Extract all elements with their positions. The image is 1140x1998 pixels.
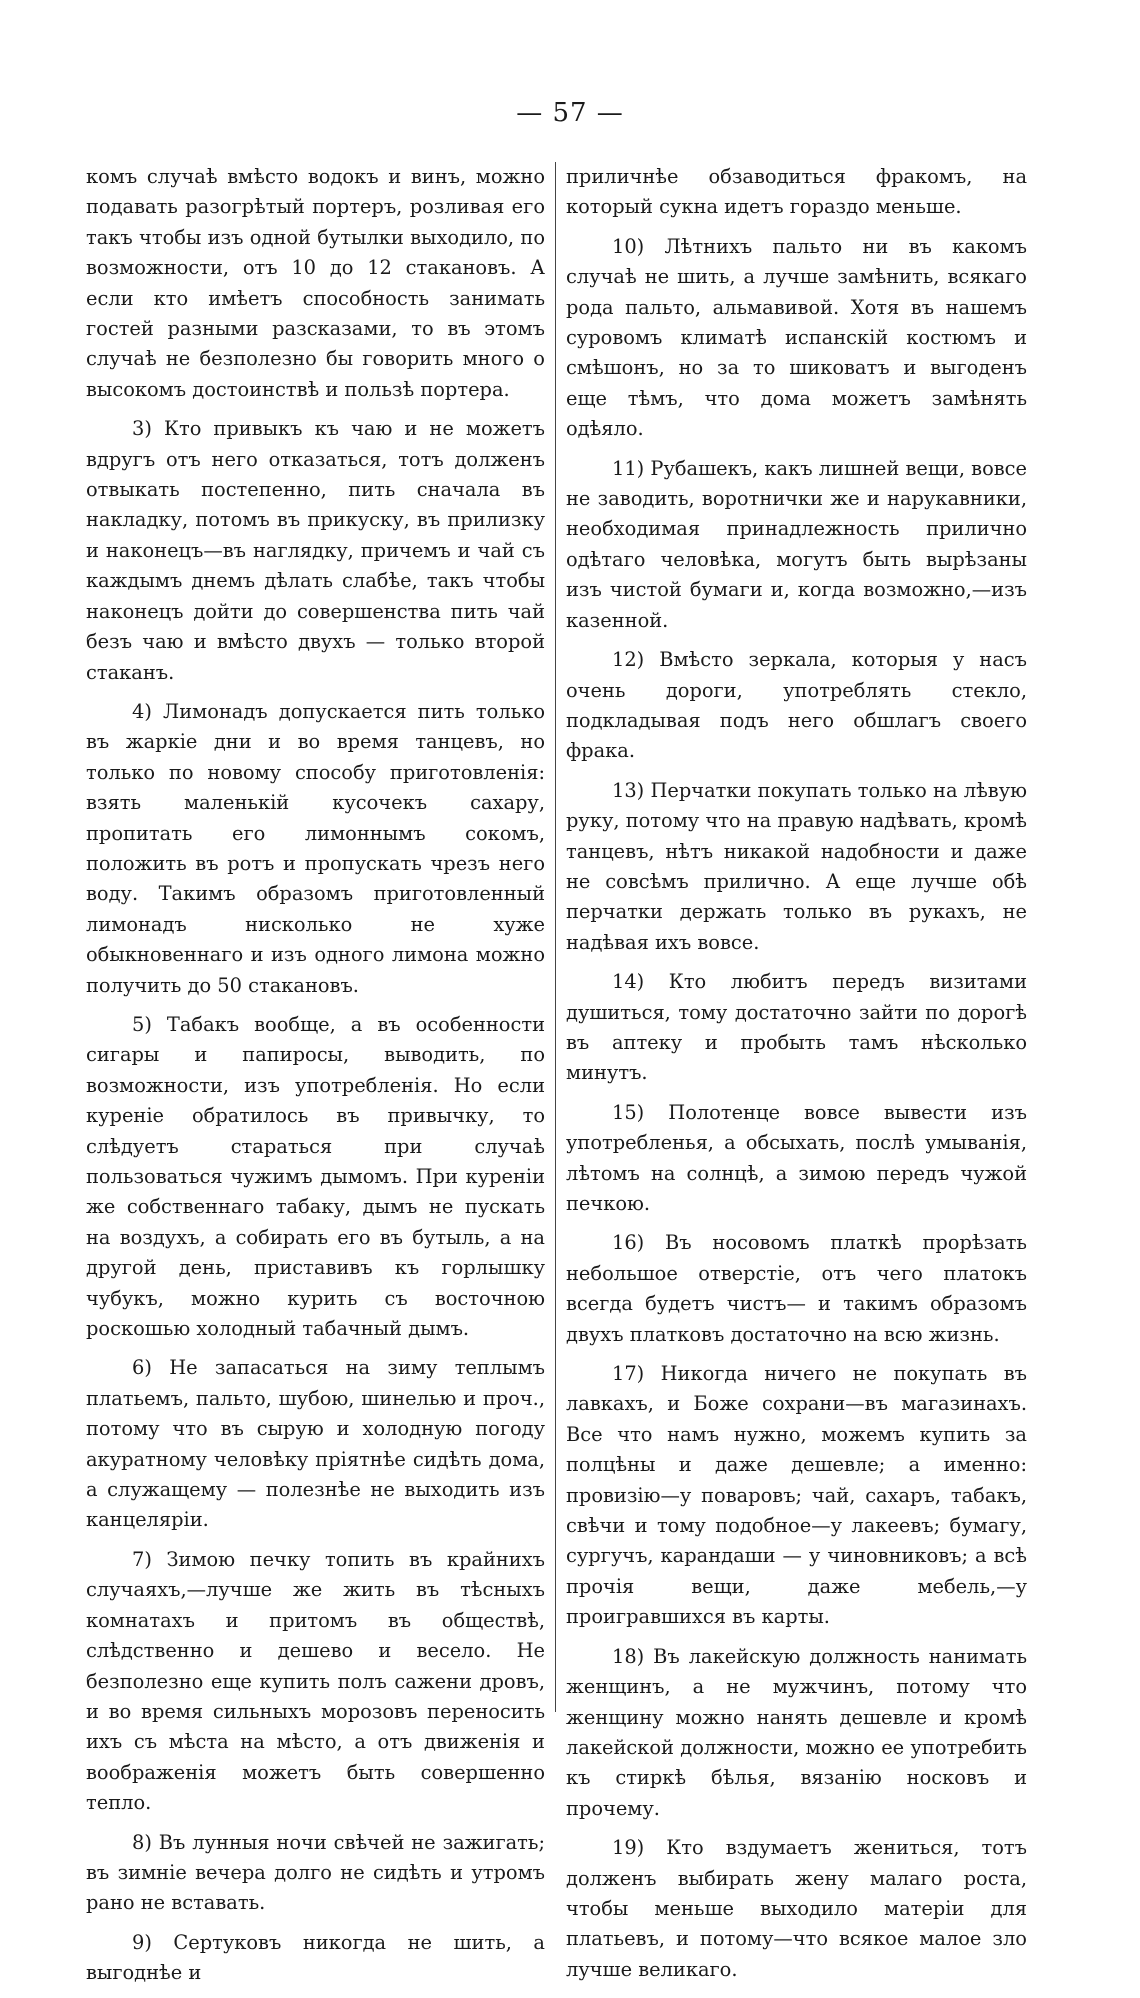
paragraph-item-16: 16) Въ носовомъ платкѣ прорѣзать небольшое отверстіе, отъ чего платокъ всегда будетъ чистъ— и такимъ образомъ двухъ платковъ достаточно на всю жизнь. <box>566 1231 1027 1346</box>
left-column <box>86 162 545 1998</box>
right-column <box>566 162 1027 1994</box>
paragraph-item-5: 5) Табакъ вообще, а въ особенности сигары и папиросы, выводить, по возможности, изъ употребленія. Но если куреніе обратилось въ привычку, то слѣдуетъ стараться при случаѣ пользоваться чужимъ дымомъ. При куреніи же собственнаго табаку, дымъ не пускать на воздухъ, а собирать его въ бутыль, а на другой день, приставивъ къ горлышку чубукъ, можно курить съ восточною роскошью холодный табачный дымъ. <box>86 1012 545 1341</box>
paragraph-item-6: 6) Не запасаться на зиму теплымъ платьемъ, пальто, шубою, шинелью и проч., потому что въ сырую и холодную погоду акуратному человѣку пріятнѣе сидѣть дома, а служащему — полезнѣе не выходить изъ канцеляріи. <box>86 1356 545 1532</box>
paragraph-item-12: 12) Вмѣсто зеркала, которыя у насъ очень дороги, употреблять стекло, подкладывая подъ него обшлагъ своего фрака. <box>566 648 1027 763</box>
paragraph-item-11: 11) Рубашекъ, какъ лишней вещи, вовсе не заводить, воротнички же и нарукавники, необходимая принадлежность прилично одѣтаго человѣка, могутъ быть вырѣзаны изъ чистой бумаги и, когда возможно,—изъ казенной. <box>566 456 1027 632</box>
paragraph-continued: комъ случаѣ вмѣсто водокъ и винъ, можно подавать разогрѣтый портеръ, розливая его такъ чтобы изъ одной бутылки выходило, по возможности, отъ 10 до 12 стакановъ. А если кто имѣетъ способность занимать гостей разными разсказами, то въ этомъ случаѣ не безполезно бы говорить много о высокомъ достоинствѣ и пользѣ портера. <box>86 165 545 401</box>
column-divider <box>555 162 556 1712</box>
paragraph-item-15: 15) Полотенце вовсе вывести изъ употребленья, а обсыхать, послѣ умыванія, лѣтомъ на солнцѣ, а зимою передъ чужой печкою. <box>566 1100 1027 1215</box>
paragraph-item-9: 9) Сертуковъ никогда не шить, а выгоднѣе и <box>86 1930 545 1985</box>
paragraph-item-19: 19) Кто вздумаетъ жениться, тотъ долженъ выбирать жену малаго роста, чтобы меньше выходило матеріи для платьевъ, и потому—что всякое малое зло лучше великаго. <box>566 1836 1027 1981</box>
paragraph-item-14: 14) Кто любитъ передъ визитами душиться, тому достаточно зайти по дорогѣ въ аптеку и пробыть тамъ нѣсколько минутъ. <box>566 970 1027 1085</box>
paragraph-item-8: 8) Въ лунныя ночи свѣчей не зажигать; въ зимніе вечера долго не сидѣть и утромъ рано не вставать. <box>86 1830 545 1915</box>
paragraph-item-17: 17) Никогда ничего не покупать въ лавкахъ, и Боже сохрани—въ магазинахъ. Все что намъ нужно, можемъ купить за полцѣны и даже дешевле; а именно: провизію—у поваровъ; чай, сахаръ, табакъ, свѣчи и тому подобное—у лакеевъ; бумагу, сургучъ, карандаши — у чиновниковъ; а всѣ прочія вещи, даже мебель,—у проигравшихся въ карты. <box>566 1362 1027 1629</box>
paragraph-item-10: 10) Лѣтнихъ пальто ни въ какомъ случаѣ не шить, а лучше замѣнить, всякаго рода пальто, альмавивой. Хотя въ нашемъ суровомъ климатѣ испанскій костюмъ и смѣшонъ, но за то шиковатъ и выгоденъ еще тѣмъ, что дома можетъ замѣнять одѣяло. <box>566 234 1027 441</box>
paragraph-item-18: 18) Въ лакейскую должность нанимать женщинъ, а не мужчинъ, потому что женщину можно нанять дешевле и кромѣ лакейской должности, можно ее употребить къ стиркѣ бѣлья, вязанію носковъ и прочему. <box>566 1644 1027 1820</box>
paragraph-item-4: 4) Лимонадъ допускается пить только въ жаркіе дни и во время танцевъ, но только по новому способу приготовленія: взять маленькій кусочекъ сахару, пропитать его лимоннымъ сокомъ, положить въ ротъ и пропускать чрезъ него воду. Такимъ образомъ приготовленный лимонадъ нисколько не хуже обыкновеннаго и изъ одного лимона можно получить до 50 стакановъ. <box>86 699 545 997</box>
paragraph-item-3: 3) Кто привыкъ къ чаю и не можетъ вдругъ отъ него отказаться, тотъ долженъ отвыкать постепенно, пить сначала въ накладку, потомъ въ прикуску, въ прилизку и наконецъ—въ наглядку, причемъ и чай съ каждымъ днемъ дѣлать слабѣе, такъ чтобы наконецъ дойти до совершенства пить чай безъ чаю и вмѣсто двухъ — только второй стаканъ. <box>86 417 545 684</box>
page-number: — 57 — <box>516 98 624 128</box>
paragraph-continued: приличнѣе обзаводиться фракомъ, на который сукна идетъ гораздо меньше. <box>566 165 1027 219</box>
paragraph-item-13: 13) Перчатки покупать только на лѣвую руку, потому что на правую надѣвать, кромѣ танцевъ, нѣтъ никакой надобности и даже не совсѣмъ прилично. А еще лучше обѣ перчатки держать только въ рукахъ, не надѣвая ихъ вовсе. <box>566 778 1027 954</box>
paragraph-item-7: 7) Зимою печку топить въ крайнихъ случаяхъ,—лучше же жить въ тѣсныхъ комнатахъ и притомъ въ обществѣ, слѣдственно и дешево и весело. Не безполезно еще купить полъ сажени дровъ, и во время сильныхъ морозовъ переносить ихъ съ мѣста на мѣсто, а отъ движенія и воображенія можетъ быть совершенно тепло. <box>86 1547 545 1815</box>
